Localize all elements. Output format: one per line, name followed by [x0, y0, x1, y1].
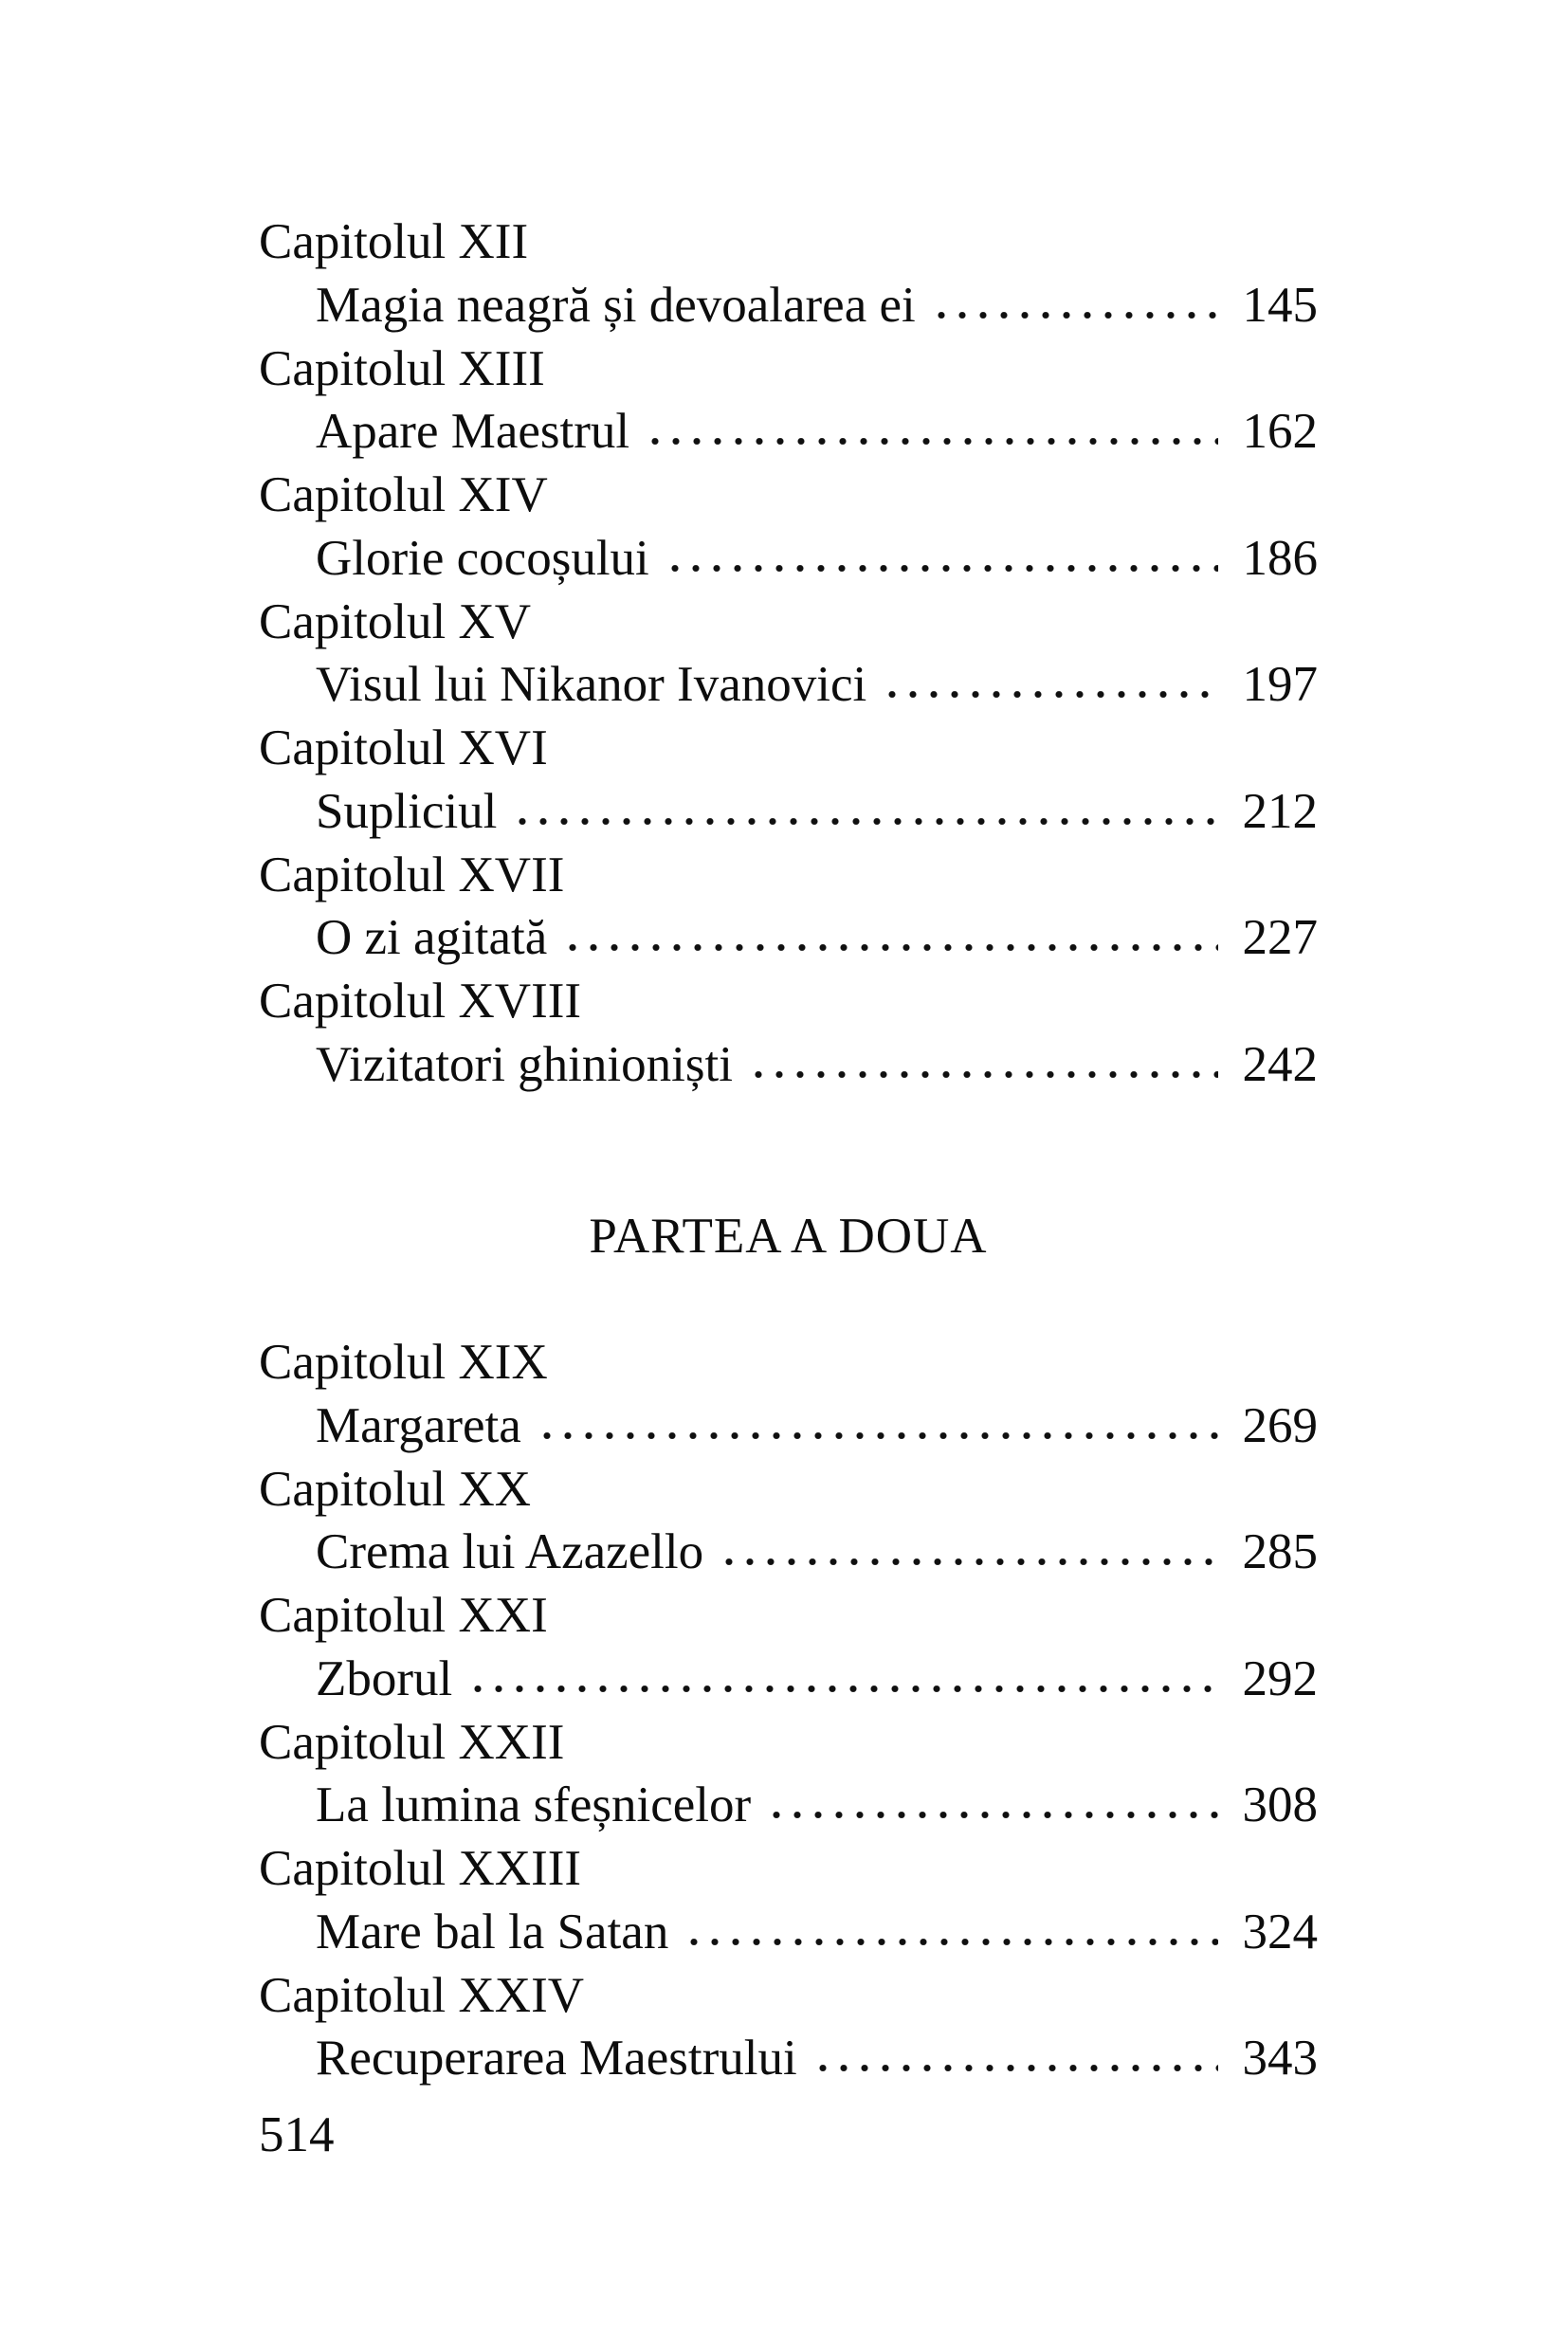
chapter-page-number: 145: [1242, 277, 1318, 333]
dot-leader: [512, 780, 1217, 844]
chapter-title-line: [259, 1521, 1318, 1584]
chapter-title-line: [259, 400, 1318, 464]
toc-entry: [259, 970, 1318, 1097]
chapter-page-number: 324: [1242, 1904, 1318, 1959]
chapter-title: Glorie cocoșului: [316, 530, 649, 586]
chapter-title: Zborul: [316, 1650, 453, 1706]
toc-entry: [259, 1584, 1318, 1711]
toc-entry: [259, 1711, 1318, 1838]
chapter-page-number: 162: [1242, 404, 1318, 460]
chapter-title: Magia neagră și devoalarea ei: [316, 277, 916, 333]
dot-leader: [684, 1901, 1217, 1964]
dot-leader: [931, 274, 1218, 337]
chapter-page-number: 292: [1242, 1650, 1318, 1706]
chapter-label: Capitolul XIX: [259, 1335, 548, 1390]
toc-entry: [259, 717, 1318, 844]
dot-leader: [537, 1394, 1218, 1458]
chapter-title-line: [259, 1033, 1318, 1097]
chapter-title: La lumina sfeșnicelor: [316, 1777, 752, 1833]
chapter-title-line: [259, 2027, 1318, 2090]
toc-entry: [259, 210, 1318, 337]
chapter-title-line: [259, 1774, 1318, 1837]
chapter-title: Recuperarea Maestrului: [316, 2031, 797, 2087]
chapter-page-number: 242: [1242, 1036, 1318, 1092]
dot-leader: [812, 2027, 1218, 2090]
dot-leader: [467, 1648, 1217, 1711]
chapter-page-number: 269: [1242, 1397, 1318, 1453]
toc-entry: [259, 337, 1318, 465]
chapter-title-line: [259, 1394, 1318, 1458]
chapter-page-number: 308: [1242, 1777, 1318, 1833]
chapter-label: Capitolul XX: [259, 1461, 532, 1517]
toc-part-two: [259, 1331, 1318, 2090]
chapter-title: Crema lui Azazello: [316, 1524, 704, 1580]
table-of-contents: [259, 0, 1318, 2351]
dot-leader: [766, 1774, 1217, 1837]
chapter-label: Capitolul XV: [259, 593, 532, 649]
chapter-page-number: 212: [1242, 783, 1318, 839]
chapter-title-line: [259, 906, 1318, 970]
dot-leader: [645, 400, 1217, 464]
chapter-page-number: 197: [1242, 657, 1318, 713]
chapter-title: Margareta: [316, 1397, 521, 1453]
chapter-page-number: 285: [1242, 1524, 1318, 1580]
chapter-label: Capitolul XXII: [259, 1714, 565, 1770]
chapter-label: Capitolul XXIV: [259, 1967, 584, 2023]
toc-entry: [259, 1458, 1318, 1585]
part-heading: PARTEA A DOUA: [589, 1209, 988, 1264]
chapter-title-line: [259, 274, 1318, 337]
chapter-page-number: 227: [1242, 910, 1318, 966]
chapter-title: Vizitatori ghinioniști: [316, 1036, 733, 1092]
chapter-page-number: 343: [1242, 2031, 1318, 2087]
chapter-title-line: [259, 780, 1318, 844]
chapter-label: Capitolul XIII: [259, 340, 545, 396]
chapter-page-number: 186: [1242, 530, 1318, 586]
toc-part-one: [259, 210, 1318, 1097]
dot-leader: [562, 906, 1217, 970]
toc-entry: [259, 591, 1318, 718]
chapter-label: Capitolul XIV: [259, 467, 548, 522]
chapter-label: Capitolul XVIII: [259, 974, 582, 1029]
chapter-label: Capitolul XVII: [259, 847, 565, 902]
chapter-title-line: [259, 1901, 1318, 1964]
dot-leader: [882, 653, 1217, 717]
chapter-title-line: [259, 653, 1318, 717]
chapter-label: Capitolul XII: [259, 214, 529, 269]
chapter-title-line: [259, 1648, 1318, 1711]
chapter-title: Supliciul: [316, 783, 498, 839]
toc-entry: [259, 1331, 1318, 1458]
chapter-title: Mare bal la Satan: [316, 1904, 669, 1959]
chapter-label: Capitolul XVI: [259, 720, 548, 775]
dot-leader: [748, 1033, 1218, 1097]
chapter-title: O zi agitată: [316, 910, 548, 966]
page-number: 514: [259, 2107, 335, 2162]
toc-entry: [259, 464, 1318, 591]
chapter-label: Capitolul XXI: [259, 1588, 548, 1643]
dot-leader: [665, 527, 1218, 591]
toc-entry: [259, 1964, 1318, 2091]
chapter-title: Visul lui Nikanor Ivanovici: [316, 657, 867, 713]
toc-entry: [259, 1837, 1318, 1964]
chapter-title-line: [259, 527, 1318, 591]
toc-entry: [259, 844, 1318, 971]
dot-leader: [719, 1521, 1217, 1584]
chapter-label: Capitolul XXIII: [259, 1841, 582, 1896]
chapter-title: Apare Maestrul: [316, 404, 630, 460]
